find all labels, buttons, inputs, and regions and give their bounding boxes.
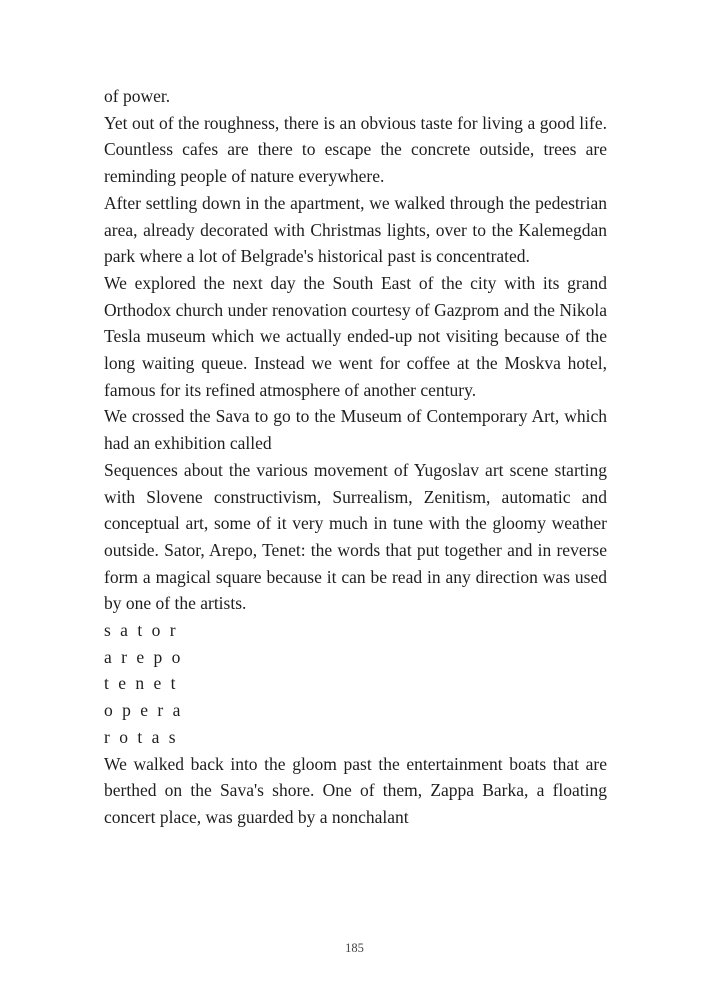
magic-square-line: r o t a s: [104, 726, 176, 747]
body-text: [104, 83, 607, 831]
paragraph: We walked back into the gloom past the entertainment boats that are berthed on the Sava's shore. One of them, Zappa Barka, a floating concert place, was guarded by a nonchalant: [104, 753, 607, 827]
paragraph: of power.: [104, 86, 171, 106]
paragraph: Yet out of the roughness, there is an obvious taste for living a good life. Countless cafes are there to escape the concrete outside, trees are reminding people of nature everywhere.: [104, 112, 607, 187]
magic-square-line: t e n e t: [104, 673, 176, 694]
paragraph: Sequences about the various movement of Yugoslav art scene starting with Slovene constructivism, Surrealism, Zenitism, automatic and conceptual art, some of it very much in tune with the gloomy weather outside. Sator, Arepo, Tenet: the words that put together and in reverse form a magical square because it can be read in any direction was used by one of the artists.: [104, 459, 607, 614]
paragraph: After settling down in the apartment, we walked through the pedestrian area, already decorated with Christmas lights, over to the Kalemegdan park where a lot of Belgrade's historical past is concentrated.: [104, 192, 607, 267]
magic-square-line: o p e r a: [104, 700, 181, 721]
paragraph: We crossed the Sava to go to the Museum of Contemporary Art, which had an exhibition called: [104, 406, 607, 454]
page-number: 185: [345, 941, 364, 955]
magic-square-line: a r e p o: [104, 646, 181, 667]
magic-square-line: s a t o r: [104, 620, 176, 641]
paragraph: We explored the next day the South East of the city with its grand Orthodox church under renovation courtesy of Gazprom and the Nikola Tesla museum which we actually ended-up not visiting because of the long waiting queue. Instead we went for coffee at the Moskva hotel, famous for its refined atmosphere of another century.: [104, 272, 607, 400]
